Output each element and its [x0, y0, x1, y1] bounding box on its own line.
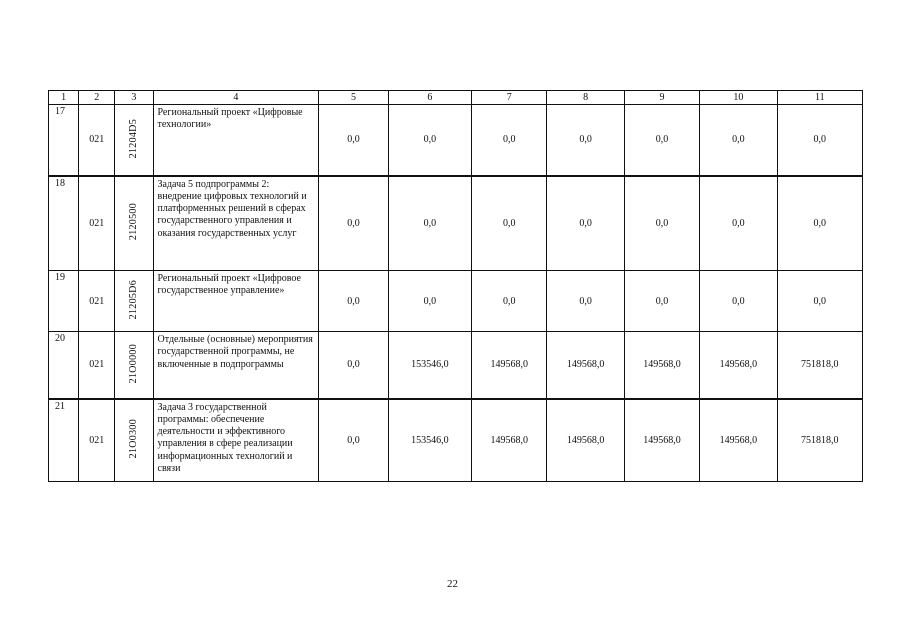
budget-code: 21204D5	[128, 118, 140, 158]
header-col-7: 7	[472, 91, 547, 105]
ministry-code: 021	[79, 271, 115, 332]
value-col-8: 0,0	[547, 271, 624, 332]
header-col-6: 6	[388, 91, 471, 105]
header-col-5: 5	[319, 91, 388, 105]
budget-code-cell	[115, 399, 153, 482]
value-col-10: 0,0	[700, 105, 777, 176]
table-header-row	[49, 91, 863, 105]
item-name: Отдельные (основные) мероприятия государственной программы, не включенные в подпрограммы	[153, 332, 319, 399]
value-col-6: 153546,0	[388, 399, 471, 482]
table-row	[49, 105, 863, 176]
header-col-11: 11	[777, 91, 862, 105]
value-col-9: 0,0	[624, 271, 699, 332]
header-col-3: 3	[115, 91, 153, 105]
value-col-8: 149568,0	[547, 399, 624, 482]
value-col-8: 149568,0	[547, 332, 624, 399]
header-col-1: 1	[49, 91, 79, 105]
ministry-code: 021	[79, 105, 115, 176]
budget-table	[48, 90, 863, 482]
value-col-11: 751818,0	[777, 332, 862, 399]
value-col-10: 149568,0	[700, 399, 777, 482]
value-col-5: 0,0	[319, 332, 388, 399]
page-number: 22	[447, 578, 458, 590]
value-col-11: 0,0	[777, 176, 862, 271]
header-col-8: 8	[547, 91, 624, 105]
value-col-7: 149568,0	[472, 399, 547, 482]
value-col-8: 0,0	[547, 105, 624, 176]
value-col-6: 0,0	[388, 176, 471, 271]
budget-code: 21205D6	[128, 279, 140, 320]
ministry-code: 021	[79, 332, 115, 399]
item-name: Региональный проект «Цифровое государственное управление»	[153, 271, 319, 332]
value-col-11: 0,0	[777, 105, 862, 176]
budget-code: 21О0000	[128, 343, 140, 383]
value-col-11: 0,0	[777, 271, 862, 332]
row-number: 17	[49, 105, 79, 176]
table-row	[49, 399, 863, 482]
header-col-2: 2	[79, 91, 115, 105]
table-row	[49, 176, 863, 271]
ministry-code: 021	[79, 176, 115, 271]
value-col-6: 153546,0	[388, 332, 471, 399]
value-col-7: 149568,0	[472, 332, 547, 399]
header-col-10: 10	[700, 91, 777, 105]
budget-code: 2120500	[128, 203, 140, 241]
value-col-5: 0,0	[319, 176, 388, 271]
value-col-11: 751818,0	[777, 399, 862, 482]
value-col-5: 0,0	[319, 399, 388, 482]
item-name: Региональный проект «Цифровые технологии»	[153, 105, 319, 176]
value-col-7: 0,0	[472, 271, 547, 332]
budget-code-cell	[115, 332, 153, 399]
row-number: 19	[49, 271, 79, 332]
value-col-7: 0,0	[472, 176, 547, 271]
value-col-6: 0,0	[388, 105, 471, 176]
value-col-8: 0,0	[547, 176, 624, 271]
item-name: Задача 5 подпрограммы 2: внедрение цифровых технологий и платформенных решений в сферах государственного управления и оказания государственных услуг	[153, 176, 319, 271]
value-col-9: 149568,0	[624, 332, 699, 399]
value-col-10: 149568,0	[700, 332, 777, 399]
header-col-9: 9	[624, 91, 699, 105]
row-number: 21	[49, 399, 79, 482]
table-row	[49, 332, 863, 399]
value-col-7: 0,0	[472, 105, 547, 176]
value-col-5: 0,0	[319, 271, 388, 332]
value-col-9: 149568,0	[624, 399, 699, 482]
value-col-5: 0,0	[319, 105, 388, 176]
budget-code-cell	[115, 176, 153, 271]
value-col-6: 0,0	[388, 271, 471, 332]
budget-code-cell	[115, 105, 153, 176]
header-col-4: 4	[153, 91, 319, 105]
row-number: 18	[49, 176, 79, 271]
value-col-10: 0,0	[700, 176, 777, 271]
item-name: Задача 3 государственной программы: обеспечение деятельности и эффективного управления в сфере реализации информационных технологий и связи	[153, 399, 319, 482]
value-col-9: 0,0	[624, 176, 699, 271]
value-col-10: 0,0	[700, 271, 777, 332]
ministry-code: 021	[79, 399, 115, 482]
budget-code-cell	[115, 271, 153, 332]
budget-code: 21О0300	[128, 419, 140, 459]
table-row	[49, 271, 863, 332]
value-col-9: 0,0	[624, 105, 699, 176]
row-number: 20	[49, 332, 79, 399]
